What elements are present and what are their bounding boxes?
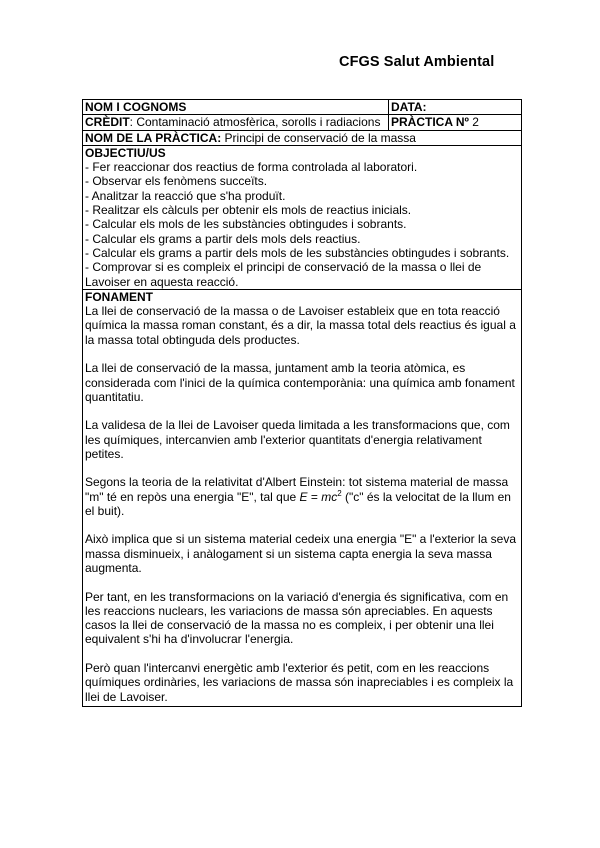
equation-equals: = — [307, 489, 322, 504]
relativity-text-end: ("c" és la velocitat de la llum en el buit). — [85, 489, 511, 518]
foundation-paragraph: La validesa de la llei de Lavoiser queda limitada a les transformacions que, com les químiques, intercanvien amb l'exterior quantitats d'energia relativament petites. — [85, 418, 510, 461]
objectives-list — [85, 160, 521, 289]
foundation-paragraph: La llei de conservació de la massa, juntament amb la teoria atòmica, es considerada com l'inici de la química contemporània: una química amb fonament quantitatiu. — [85, 361, 515, 404]
name-cell — [83, 100, 389, 115]
practice-number-value: 2 — [468, 115, 479, 130]
foundation-paragraph-relativity — [85, 475, 521, 518]
credit-practice-row — [83, 115, 522, 130]
credit-value: : Contaminació atmosfèrica, sorolls i radiacions — [129, 115, 381, 130]
foundation-paragraph: Això implica que si un sistema material cedeix una energia "E" a l'exterior la seva massa disminueix, i anàlogament si un sistema capta energia la seva massa augmenta. — [85, 532, 517, 576]
foundation-paragraph: La llei de conservació de la massa o de Lavoiser estableix que en tota reacció química la massa roman constant, és a dir, la massa total dels reactius és igual a la massa total obtinguda dels productes. — [85, 304, 516, 347]
relativity-text-start: Segons la teoria de la relativitat d'Albert Einstein: tot sistema material de massa "m" té en repòs una energia "E", tal que — [85, 475, 509, 504]
equation-exponent: 2 — [337, 488, 342, 498]
foundation-paragraph: Però quan l'intercanvi energètic amb l'exterior és petit, com en les reaccions químiques ordinàries, les variacions de massa són inapreciables i es compleix la llei de Lavoiser. — [85, 660, 514, 704]
foundation-row — [83, 289, 522, 706]
date-label: DATA: — [391, 100, 427, 114]
practice-name-row — [83, 130, 522, 145]
foundation-cell — [83, 289, 522, 706]
practice-number-cell — [389, 115, 522, 130]
objectives-cell — [83, 145, 522, 289]
objective-item: - Realitzar els càlculs per obtenir els mols de reactius inicials. — [85, 203, 412, 218]
objective-item: - Calcular els mols de les substàncies obtingudes i sobrants. — [85, 217, 407, 232]
credit-label: CRÈDIT — [85, 115, 130, 130]
objective-item: - Observar els fenòmens succeïts. — [85, 174, 268, 189]
practice-name-cell — [83, 130, 522, 145]
objective-item: - Analitzar la reacció que s'ha produït. — [85, 188, 286, 203]
date-cell — [389, 100, 522, 115]
practice-number-label: PRÀCTICA Nº — [391, 115, 469, 130]
foundation-label: FONAMENT — [85, 289, 153, 304]
foundation-paragraph: Per tant, en les transformacions on la variació d'energia és significativa, com en les reaccions nuclears, les variacions de massa són apreciables. En aquests casos la llei de conservació de la massa no es compleix, i per obtenir una llei equivalent s'hi ha d'involucrar l'energia. — [85, 589, 509, 647]
credit-cell — [83, 115, 389, 130]
practice-name-value: Principi de conservació de la massa — [221, 130, 416, 145]
objective-item: - Comprovar si es compleix el principi de conservació de la massa o llei de Lavoiser en aquesta reacció. — [85, 260, 482, 289]
document-header-title: CFGS Salut Ambiental — [339, 54, 495, 70]
practice-name-label: NOM DE LA PRÀCTICA: — [85, 130, 222, 145]
equation-mass-c: mc — [321, 489, 338, 504]
objectives-label: OBJECTIU/US — [85, 145, 166, 160]
objective-item: - Fer reaccionar dos reactius de forma controlada al laboratori. — [85, 160, 418, 175]
practice-form-table — [82, 99, 522, 707]
name-label: NOM I COGNOMS — [85, 100, 187, 114]
objectives-row — [83, 145, 522, 289]
objective-item: - Calcular els grams a partir dels mols de les substàncies obtingudes i sobrants. — [85, 245, 510, 260]
name-date-row — [83, 100, 522, 115]
objective-item: - Calcular els grams a partir dels mols dels reactius. — [85, 231, 361, 246]
equation-energy: E — [299, 489, 308, 504]
